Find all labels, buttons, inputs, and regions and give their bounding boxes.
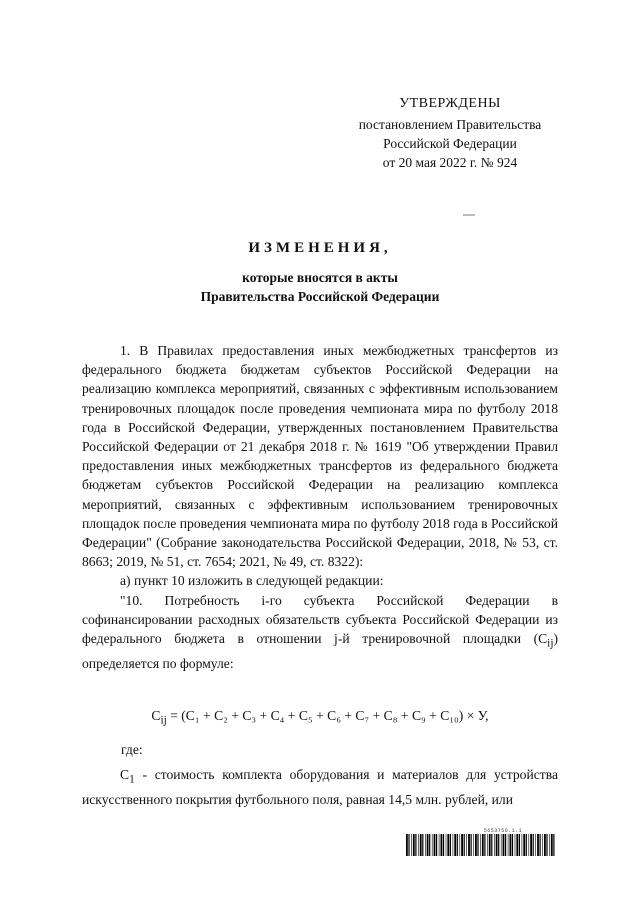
formula	[0, 708, 640, 727]
formula-rhs: = (C₁ + C₂ + C₃ + C₄ + C₅ + C₆ + C₇ + C₈ + C₉ + C₁₀) × У,	[170, 708, 489, 723]
scan-mark	[463, 214, 475, 216]
paragraph-4-subscript: 1	[129, 773, 135, 786]
paragraph-1: 1. В Правилах предоставления иных межбюджетных трансфертов из федерального бюджета бюджетам субъектов Российской Федерации на реализацию комплекса мероприятий, связанных с эффективным использованием тренировочных площадок после проведения чемпионата мира по футболу 2018 года в Российской Федерации, утвержденных постановлением Правительства Российской Федерации от 21 декабря 2018 г. № 1619 "Об утверждении Правил предоставления иных межбюджетных трансфертов из федерального бюджета бюджетам субъектов Российской Федерации на реализацию комплекса мероприятий, связанных с эффективным использованием тренировочных площадок после проведения чемпионата мира по футболу 2018 года в Российской Федерации" (Собрание законодательства Российской Федерации, 2018, № 53, ст. 8663; 2019, № 51, ст. 7654; 2021, № 49, ст. 8322):	[82, 343, 558, 570]
formula-lhs-subscript: ij	[160, 714, 167, 727]
approval-title: УТВЕРЖДЕНЫ	[399, 96, 501, 111]
subtitle-line-1: которые вносятся в акты	[242, 270, 398, 285]
paragraph-4-text: - стоимость комплекта оборудования и материалов для устройства искусственного покрытия футбольного поля, равная 14,5 млн. рублей, или	[82, 767, 558, 807]
where-label: где:	[121, 742, 143, 757]
barcode-icon	[406, 834, 558, 856]
paragraph-4	[82, 765, 558, 809]
approval-line-2: Российской Федерации	[383, 136, 517, 151]
document-title: ИЗМЕНЕНИЯ,	[248, 240, 392, 256]
formula-lhs: C	[151, 708, 161, 723]
document-subtitle	[60, 268, 580, 306]
paragraph-3-text: "10. Потребность i-го субъекта Российской Федерации в софинансировании расходных обязательств субъекта Российской Федерации из федерального бюджета в отношении j-й тренировочной площадки (C	[82, 592, 558, 647]
approval-line-1: постановлением Правительства	[358, 117, 542, 132]
paragraph-3-tail: ) определяется по формуле:	[82, 631, 558, 671]
subtitle-line-2: Правительства Российской Федерации	[200, 289, 440, 304]
paragraph-4-symbol: C	[120, 767, 130, 782]
document-body	[82, 341, 558, 673]
document-body-continued	[82, 765, 558, 809]
approval-line-3: от 20 мая 2022 г. № 924	[382, 155, 518, 170]
approval-stamp	[330, 94, 570, 172]
paragraph-3	[82, 591, 558, 674]
paragraph-2: а) пункт 10 изложить в следующей редакции:	[120, 573, 384, 589]
document-code: 5653750.1.1	[483, 828, 523, 834]
paragraph-3-subscript: ij	[547, 637, 554, 650]
